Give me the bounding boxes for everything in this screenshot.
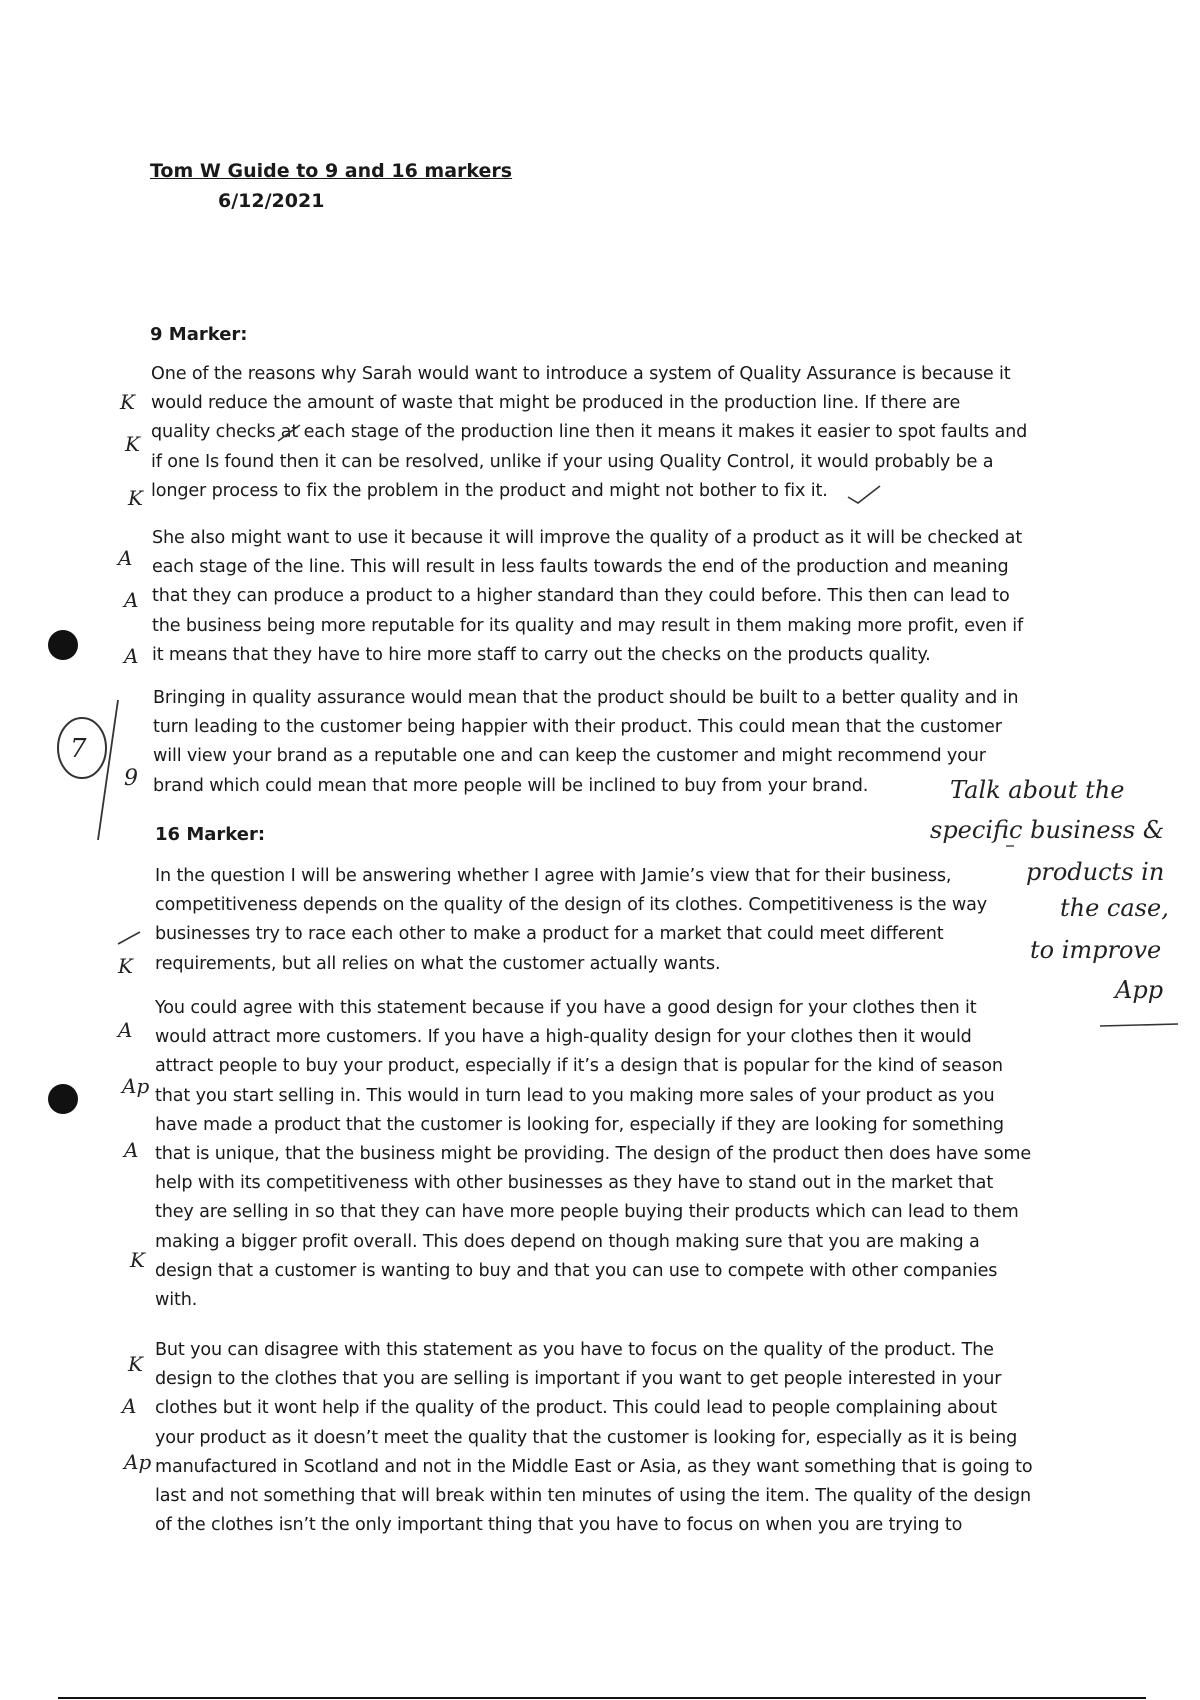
margin-mark: K <box>125 432 140 456</box>
text-line: each stage of the line. This will result in less faults towards the end of the production and meaning <box>152 557 1009 578</box>
text-line: the business being more reputable for its quality and may result in them making more profit, even if <box>152 615 1024 636</box>
text-line: Bringing in quality assurance would mean that the product should be built to a better quality and in <box>153 688 1019 708</box>
text-line: making a bigger profit overall. This does depend on though making sure that you are making a <box>155 1231 980 1252</box>
margin-mark: K <box>128 486 143 510</box>
paragraph-16-marker-2 <box>155 994 1031 1315</box>
paragraph-9-marker-2 <box>152 524 1023 670</box>
margin-mark: A <box>118 546 133 570</box>
paragraph-16-marker-3 <box>155 1336 1033 1540</box>
text-line: manufactured in Scotland and not in the Middle East or Asia, as they want something that is going to <box>155 1456 1033 1477</box>
text-line: You could agree with this statement because if you have a good design for your clothes then it <box>155 998 977 1018</box>
comment-line: Talk about the <box>950 776 1125 804</box>
text-line: turn leading to the customer being happier with their product. This could mean that the customer <box>153 717 1002 738</box>
margin-mark: A <box>124 644 139 668</box>
text-line: design that a customer is wanting to buy and that you can use to compete with other companies <box>155 1260 998 1281</box>
text-line: they are selling in so that they can have more people buying their products which can lead to them <box>155 1202 1019 1223</box>
comment-line: products in <box>1026 858 1165 886</box>
paragraph-9-marker-1 <box>151 360 1027 506</box>
punch-hole <box>48 1084 78 1114</box>
margin-mark: K <box>130 1248 145 1272</box>
text-line: your product as it doesn’t meet the quality that the customer is looking for, especially as it is being <box>155 1427 1018 1448</box>
margin-mark: K <box>128 1352 143 1376</box>
comment-line: the case, <box>1060 894 1169 922</box>
text-line: if one Is found then it can be resolved, unlike if your using Quality Control, it would probably be a <box>151 451 994 472</box>
text-line: it means that they have to hire more staff to carry out the checks on the products quality. <box>152 644 931 665</box>
text-line: One of the reasons why Sarah would want to introduce a system of Quality Assurance is because it <box>151 364 1011 384</box>
text-line: competitiveness depends on the quality of the design of its clothes. Competitiveness is the way <box>155 895 988 916</box>
text-line: brand which could mean that more people will be inclined to buy from your brand. <box>153 775 869 796</box>
section-heading-9-marker: 9 Marker: <box>150 324 248 345</box>
margin-mark: A <box>124 1138 139 1162</box>
text-line: of the clothes isn’t the only important thing that you have to focus on when you are trying to <box>155 1515 963 1536</box>
text-line: with. <box>155 1290 198 1311</box>
score-mark: 7 <box>70 734 87 764</box>
text-line: help with its competitiveness with other businesses as they have to stand out in the market that <box>155 1173 994 1194</box>
comment-line: App <box>1115 976 1164 1004</box>
text-line: will view your brand as a reputable one and can keep the customer and might recommend your <box>153 746 986 767</box>
score-divider <box>98 700 118 840</box>
text-line: that you start selling in. This would in turn lead to you making more sales of your product as you <box>155 1085 995 1106</box>
page-bottom-edge <box>58 1697 1146 1699</box>
text-line: She also might want to use it because it will improve the quality of a product as it will be checked at <box>152 528 1023 548</box>
text-line: that they can produce a product to a higher standard than they could before. This then can lead to <box>152 586 1010 607</box>
margin-mark: Ap <box>124 1450 152 1474</box>
margin-mark: Ap <box>122 1074 150 1098</box>
text-line: that is unique, that the business might be providing. The design of the product then does have some <box>155 1144 1032 1165</box>
title-block <box>150 156 512 216</box>
margin-mark: A <box>118 1018 133 1042</box>
text-line: In the question I will be answering whether I agree with Jamie’s view that for their business, <box>155 866 952 886</box>
margin-mark: A <box>122 1394 137 1418</box>
margin-mark: K <box>118 954 133 978</box>
text-line: businesses try to race each other to make a product for a market that could meet different <box>155 924 944 945</box>
tick-mark <box>118 932 140 944</box>
comment-line: to improve <box>1030 936 1162 964</box>
text-line: clothes but it wont help if the quality of the product. This could lead to people complaining about <box>155 1398 998 1419</box>
punch-hole <box>48 630 78 660</box>
document-date: 6/12/2021 <box>218 190 325 212</box>
text-line: would attract more customers. If you have a high-quality design for your clothes then it would <box>155 1027 972 1048</box>
text-line: longer process to fix the problem in the product and might not bother to fix it. <box>151 480 828 501</box>
paragraph-16-marker-1 <box>155 862 987 979</box>
text-line: would reduce the amount of waste that might be produced in the production line. If there are <box>151 393 961 414</box>
text-line: quality checks at each stage of the production line then it means it makes it easier to spot faults and <box>151 422 1028 443</box>
text-line: But you can disagree with this statement as you have to focus on the quality of the product. The <box>155 1340 994 1360</box>
margin-mark: A <box>124 588 139 612</box>
text-line: design to the clothes that you are selling is important if you want to get people interested in your <box>155 1369 1002 1390</box>
text-line: requirements, but all relies on what the customer actually wants. <box>155 953 721 974</box>
score-total-mark: 9 <box>124 766 138 791</box>
text-line: last and not something that will break within ten minutes of using the item. The quality of the design <box>155 1486 1032 1507</box>
paragraph-9-marker-3 <box>153 684 1018 801</box>
text-line: have made a product that the customer is looking for, especially if they are looking for something <box>155 1114 1004 1135</box>
section-heading-16-marker: 16 Marker: <box>155 824 266 845</box>
comment-line: specific business & <box>930 816 1165 844</box>
comment-underline <box>1100 1024 1178 1026</box>
text-line: attract people to buy your product, especially if it’s a design that is popular for the kind of season <box>155 1056 1003 1077</box>
margin-mark: K <box>120 390 135 414</box>
document-title: Tom W Guide to 9 and 16 markers <box>150 160 513 182</box>
